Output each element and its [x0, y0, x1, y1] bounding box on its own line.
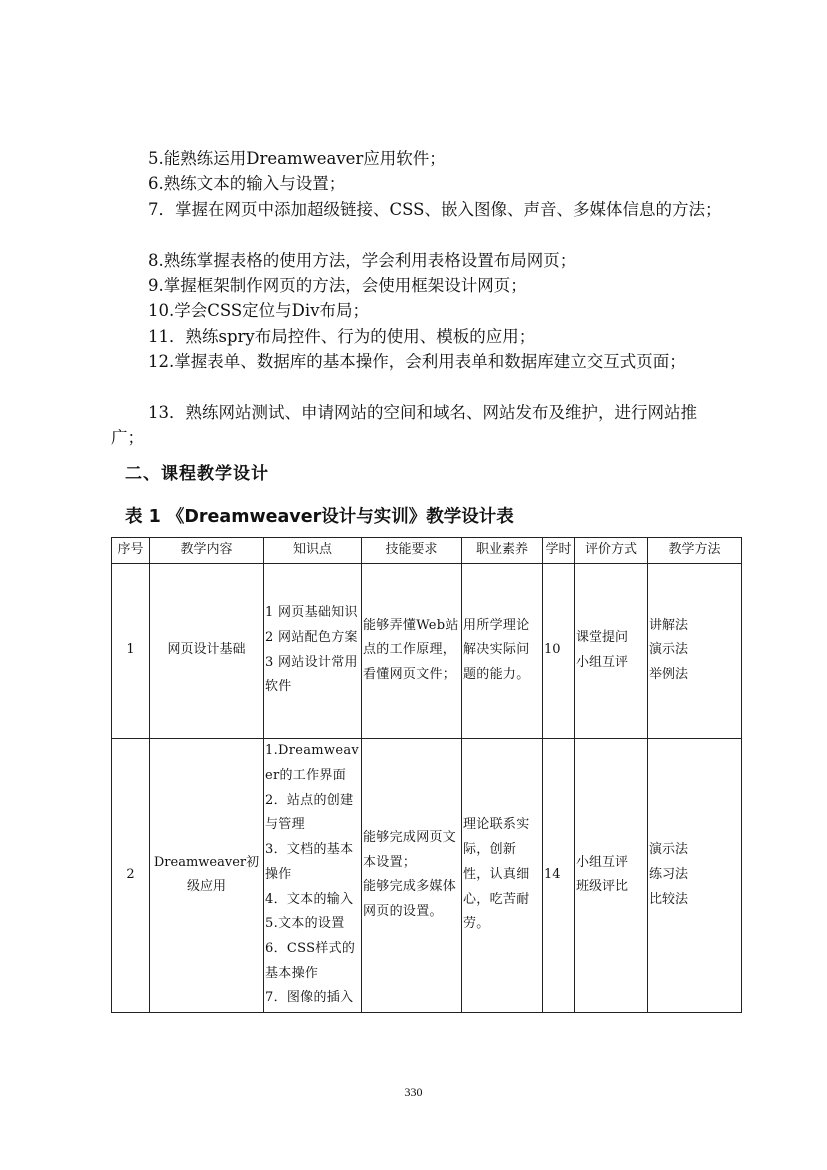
row-methods — [648, 563, 742, 738]
knowledge-point: 3．文档的基本操作 — [265, 842, 354, 882]
table-row — [112, 563, 742, 738]
teaching-method: 演示法 — [649, 642, 689, 658]
evaluation-method: 课堂提问 — [576, 630, 629, 645]
objective-10: 10.学会CSS定位与Div布局； — [148, 301, 370, 320]
table-header-row — [112, 538, 742, 564]
col-header-literacy: 职业素养 — [462, 538, 543, 564]
knowledge-point: 7．图像的插入 — [265, 990, 354, 1006]
objective-11: 11．熟练spry布局控件、行为的使用、模板的应用； — [148, 327, 536, 346]
table-caption — [125, 503, 514, 528]
row-hours: 10 — [543, 563, 575, 738]
col-header-content: 教学内容 — [150, 538, 264, 564]
objective-5: 5.能熟练运用Dreamweaver应用软件； — [148, 149, 446, 168]
teaching-method: 练习法 — [649, 866, 689, 882]
table-caption-prefix: 表 1 — [125, 507, 167, 527]
teaching-method: 演示法 — [649, 842, 689, 858]
col-header-no: 序号 — [112, 538, 150, 564]
section-heading: 二、课程教学设计 — [125, 464, 269, 484]
page-number: 330 — [404, 1085, 423, 1099]
table-caption-title: 《Dreamweaver设计与实训》教学设计表 — [166, 507, 514, 527]
objective-12: 12.掌握表单、数据库的基本操作，会利用表单和数据库建立交互式页面； — [148, 352, 686, 371]
col-header-hours: 学时 — [543, 538, 575, 564]
row-skills — [362, 563, 462, 738]
knowledge-point: 6．CSS样式的基本操作 — [265, 940, 356, 981]
knowledge-point: 3 网站设计常用软件 — [265, 654, 358, 695]
row-hours: 14 — [543, 738, 575, 1012]
row-evaluation — [575, 563, 648, 738]
row-knowledge — [264, 738, 362, 1012]
objective-7: 7．掌握在网页中添加超级链接、CSS、嵌入图像、声音、多媒体信息的方法； — [148, 200, 722, 219]
skill-requirement: 能够完成多媒体网页的设置。 — [363, 879, 457, 919]
teaching-method: 举例法 — [649, 667, 689, 683]
col-header-evaluation: 评价方式 — [575, 538, 648, 564]
row-number: 2 — [112, 738, 150, 1012]
evaluation-method: 班级评比 — [576, 879, 629, 895]
row-literacy: 用所学理论解决实际问题的能力。 — [462, 563, 543, 738]
row-skills — [362, 738, 462, 1012]
teaching-method: 讲解法 — [649, 617, 689, 633]
knowledge-point: 5.文本的设置 — [265, 916, 345, 932]
skill-requirement: 能够完成网页文本设置； — [363, 829, 457, 870]
knowledge-point: 2．站点的创建与管理 — [265, 792, 354, 833]
objective-8: 8.熟练掌握表格的使用方法，学会利用表格设置布局网页； — [148, 251, 577, 270]
knowledge-point: 1.Dreamweaver的工作界面 — [265, 743, 360, 784]
skill-requirement: 能够弄懂Web站点的工作原理，看懂网页文件； — [363, 617, 459, 683]
objective-9: 9.掌握框架制作网页的方法，会使用框架设计网页； — [148, 276, 527, 295]
evaluation-method: 小组互评 — [576, 654, 629, 670]
table-row — [112, 738, 742, 1012]
row-number: 1 — [112, 563, 150, 738]
objective-13: 13．熟练网站测试、申请网站的空间和域名、网站发布及维护，进行网站推广； — [111, 403, 697, 448]
knowledge-point: 2 网站配色方案 — [265, 630, 358, 645]
col-header-knowledge: 知识点 — [264, 538, 362, 564]
knowledge-point: 4．文本的输入 — [265, 891, 354, 907]
objective-6: 6.熟练文本的输入与设置； — [148, 174, 346, 193]
row-evaluation — [575, 738, 648, 1012]
knowledge-point: 1 网页基础知识 — [265, 605, 358, 621]
row-methods — [648, 738, 742, 1012]
row-content: 网页设计基础 — [150, 563, 264, 738]
teaching-design-table — [111, 537, 742, 1013]
col-header-methods: 教学方法 — [648, 538, 742, 564]
row-knowledge — [264, 563, 362, 738]
teaching-method: 比较法 — [649, 891, 689, 907]
row-literacy: 理论联系实际，创新性，认真细心，吃苦耐劳。 — [462, 738, 543, 1012]
row-content: Dreamweaver初级应用 — [150, 738, 264, 1012]
evaluation-method: 小组互评 — [576, 854, 629, 870]
col-header-skills: 技能要求 — [362, 538, 462, 564]
